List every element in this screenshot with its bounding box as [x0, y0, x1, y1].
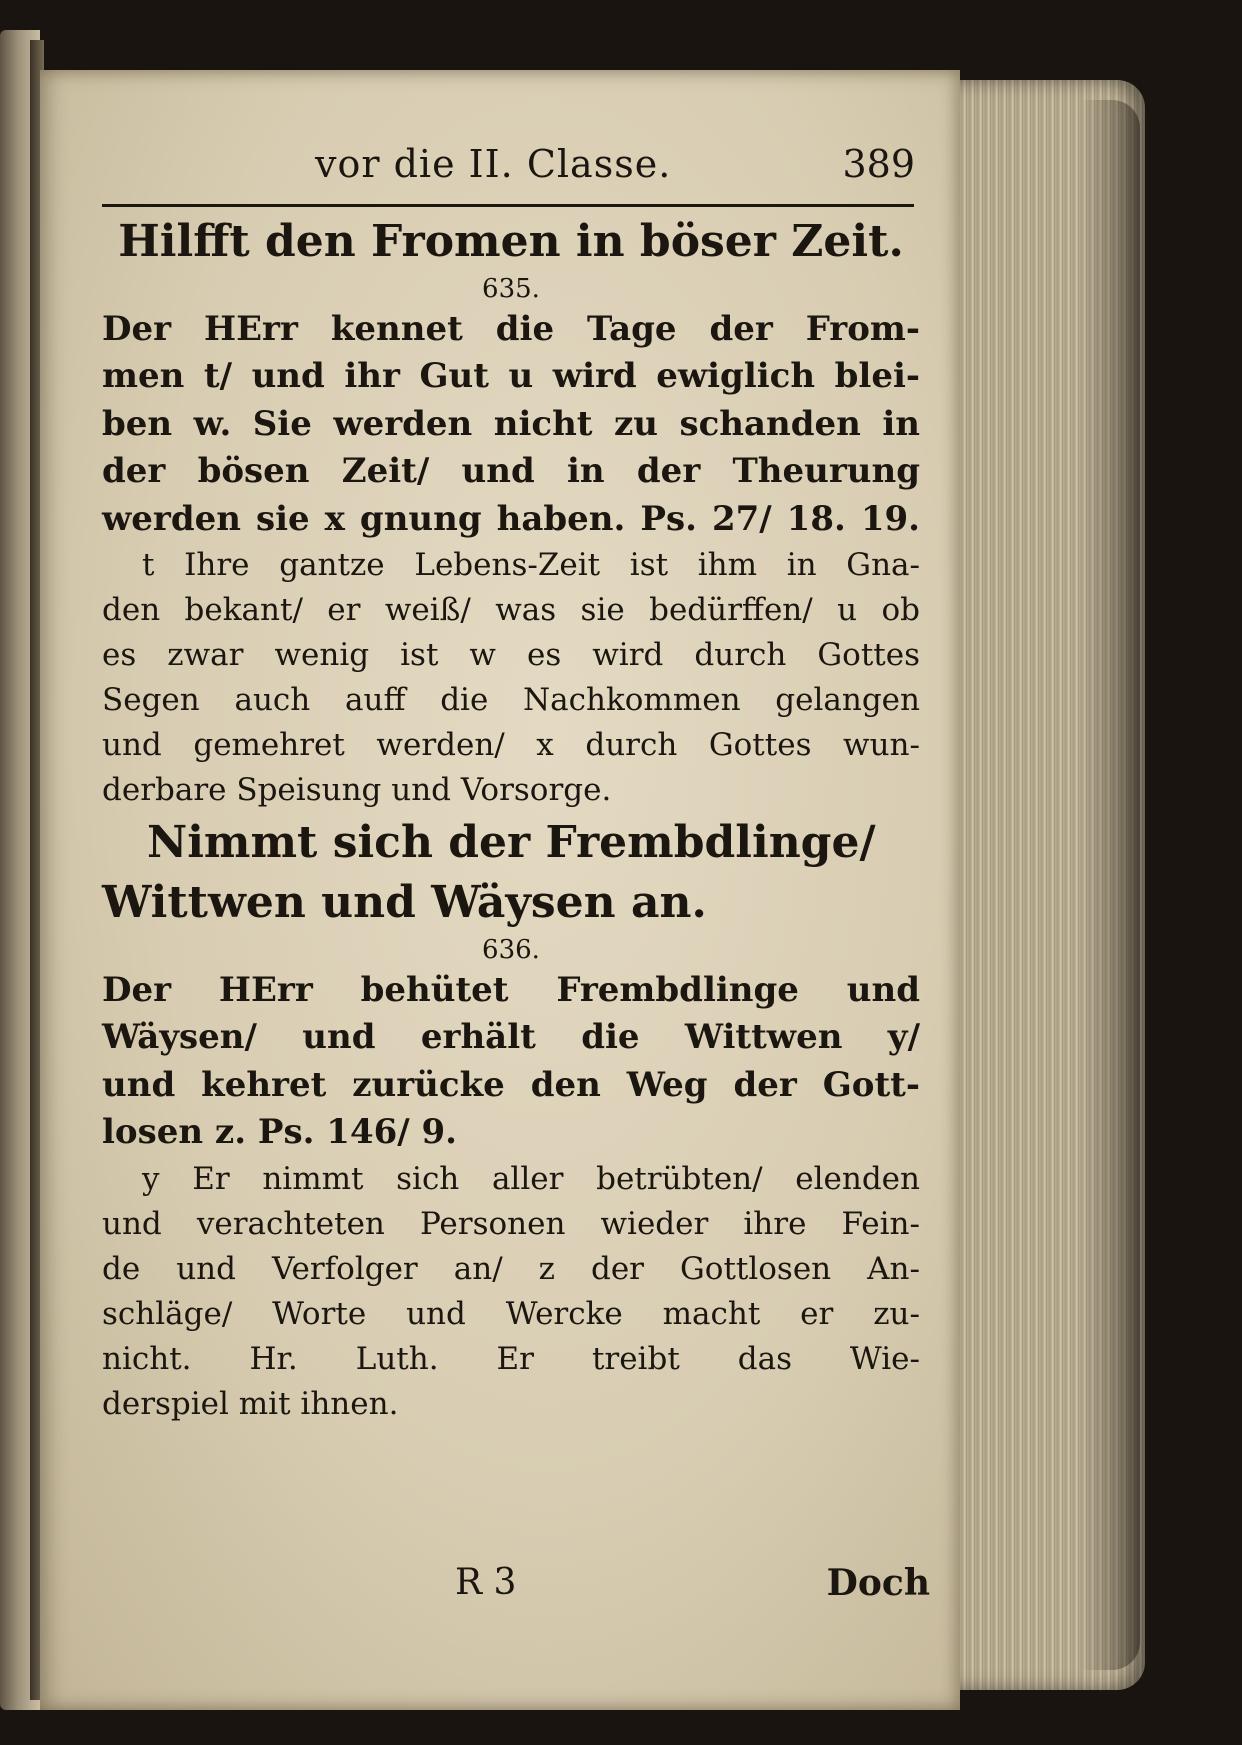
verse-line: ben w. Sie werden nicht zu schanden in — [102, 403, 920, 444]
verse-line: losen z. Ps. 146/ 9. — [102, 1112, 458, 1153]
running-head: vor die II. Classe. — [315, 142, 672, 186]
gloss-line: derspiel mit ihnen. — [102, 1385, 399, 1422]
entry-number: 635. — [482, 274, 540, 304]
header-rule — [102, 204, 914, 207]
page-block-shadow — [1080, 100, 1140, 1670]
section-title: Hilfft den Fromen in böser Zeit. — [118, 216, 904, 267]
gloss-line: Segen auch auff die Nachkommen gelangen — [102, 682, 920, 719]
entry-number: 636. — [482, 935, 540, 966]
verse-line: Wäysen/ und erhält die Wittwen y/ — [102, 1017, 920, 1058]
gloss-text — [102, 543, 920, 813]
page-body — [102, 212, 920, 1427]
gloss-line: den bekant/ er weiß/ was sie bedürffen/ u ob — [102, 592, 920, 629]
verse-line: der bösen Zeit/ und in der Theurung — [102, 451, 920, 492]
gloss-line: es zwar wenig ist w es wird durch Gottes — [102, 637, 920, 674]
gloss-line: y Er nimmt sich aller betrübten/ elenden — [142, 1160, 920, 1197]
verse-line: und kehret zurücke den Weg der Gott- — [102, 1064, 920, 1105]
gloss-line: und gemehret werden/ x durch Gottes wun- — [102, 727, 920, 764]
gloss-line: nicht. Hr. Luth. Er treibt das Wie- — [102, 1340, 920, 1377]
signature-mark: R 3 — [455, 1562, 517, 1603]
section-title: Wittwen und Wäysen an. — [102, 877, 707, 929]
book-page — [40, 70, 960, 1710]
verse-text — [102, 967, 920, 1157]
gloss-line: und verachteten Personen wieder ihre Fein- — [102, 1205, 920, 1242]
verse-line: men t/ und ihr Gut u wird ewiglich blei- — [102, 356, 920, 397]
page-header — [100, 142, 920, 198]
verse-line: Der HErr kennet die Tage der From- — [102, 309, 920, 349]
page-number: 389 — [842, 142, 915, 186]
verse-text — [102, 306, 920, 543]
verse-line: Der HErr behütet Frembdlinge und — [102, 970, 920, 1011]
gloss-line: derbare Speisung und Vorsorge. — [102, 772, 612, 809]
section-title: Nimmt sich der Frembdlinge/ — [147, 817, 876, 869]
gloss-text — [102, 1157, 920, 1427]
verse-line: werden sie x gnung haben. Ps. 27/ 18. 19. — [102, 498, 920, 539]
gloss-line: de und Verfolger an/ z der Gottlosen An- — [102, 1250, 920, 1287]
catchword: Doch — [826, 1562, 930, 1604]
gloss-line: schläge/ Worte und Wercke macht er zu- — [102, 1295, 920, 1332]
page-footer — [100, 1562, 930, 1622]
gloss-line: t Ihre gantze Lebens-Zeit ist ihm in Gna- — [142, 547, 920, 584]
